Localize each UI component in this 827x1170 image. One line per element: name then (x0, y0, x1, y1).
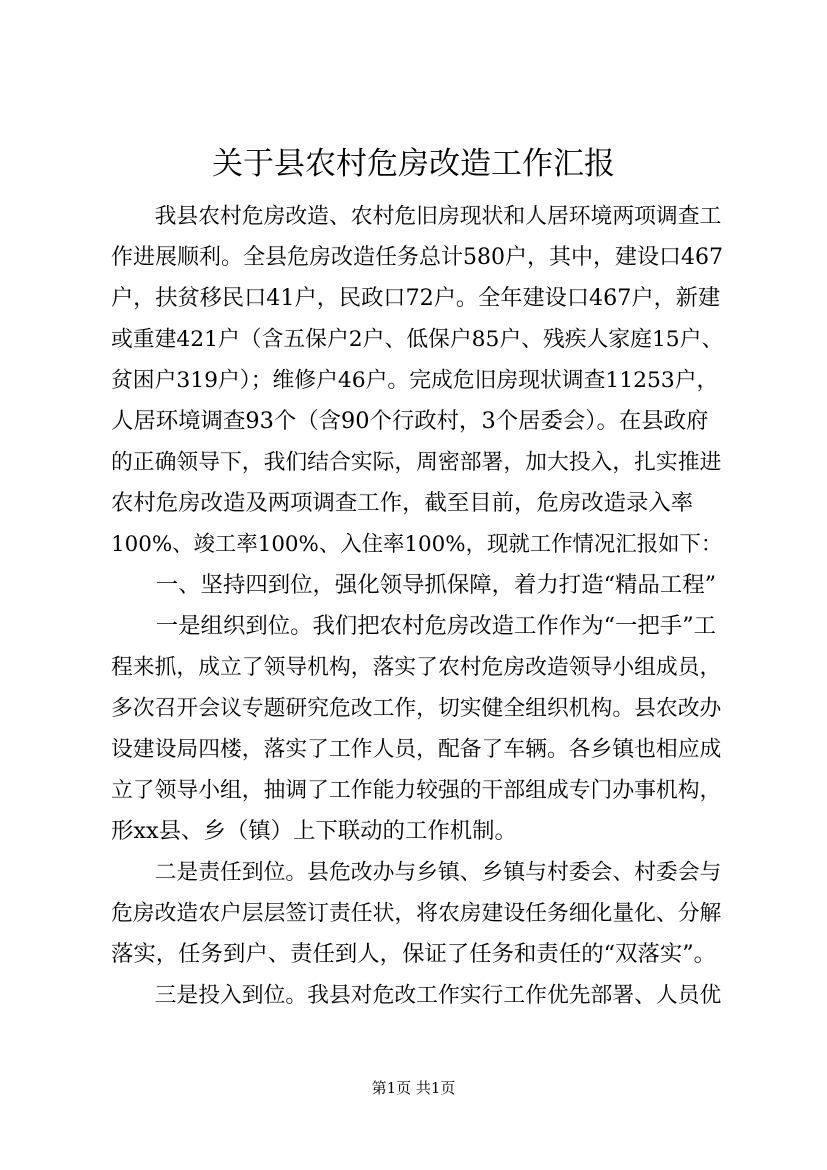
body-line: 程来抓，成立了领导机构，落实了农村危房改造领导小组成员， (111, 655, 722, 680)
page-footer: 第1页 共1页 (371, 1079, 456, 1097)
body-line: 一是组织到位。我们把农村危房改造工作作为“一把手”工 (111, 613, 717, 639)
body-line: 100%、竣工率100%、入住率100%，现就工作情况汇报如下： (111, 532, 723, 557)
body-line: 农村危房改造及两项调查工作，截至目前，危房改造录入率 (111, 490, 694, 516)
body-line: 贫困户319户）；维修户46户。完成危旧房现状调查11253户， (111, 368, 719, 393)
body-line: 的正确领导下，我们结合实际，周密部署，加大投入，扎实推进 (111, 450, 722, 475)
body-line: 二是责任到位。县危改办与乡镇、乡镇与村委会、村委会与 (111, 860, 722, 885)
body-line: 危房改造农户层层签订责任状，将农房建设任务细化量化、分解 (111, 901, 722, 926)
body-line: 我县农村危房改造、农村危旧房现状和人居环境两项调查工 (111, 204, 722, 229)
document-title: 关于县农村危房改造工作汇报 (212, 146, 615, 182)
body-line: 形xx县、乡（镇）上下联动的工作机制。 (111, 818, 517, 844)
body-line: 多次召开会议专题研究危改工作，切实健全组织机构。县农改办 (111, 696, 722, 721)
document-body (111, 196, 723, 1016)
section-heading: 一、坚持四到位，强化领导抓保障，着力打造“精品工程” (111, 572, 717, 598)
body-line: 户，扶贫移民口41户，民政口72户。全年建设口467户，新建 (111, 285, 721, 311)
body-line: 三是投入到位。我县对危改工作实行工作优先部署、人员优 (111, 983, 722, 1008)
body-line: 落实，任务到户、责任到人，保证了任务和责任的“双落实”。 (111, 941, 717, 967)
body-line: 立了领导小组，抽调了工作能力较强的干部组成专门办事机构， (111, 778, 722, 803)
body-line: 设建设局四楼，落实了工作人员，配备了车辆。各乡镇也相应成 (111, 737, 722, 762)
body-line: 人居环境调查93个（含90个行政村，3个居委会）。在县政府 (111, 408, 709, 434)
body-line: 或重建421户（含五保户2户、低保户85户、残疾人家庭15户、 (111, 327, 724, 352)
body-line: 作进展顺利。全县危房改造任务总计580户，其中，建设口467 (111, 245, 723, 270)
